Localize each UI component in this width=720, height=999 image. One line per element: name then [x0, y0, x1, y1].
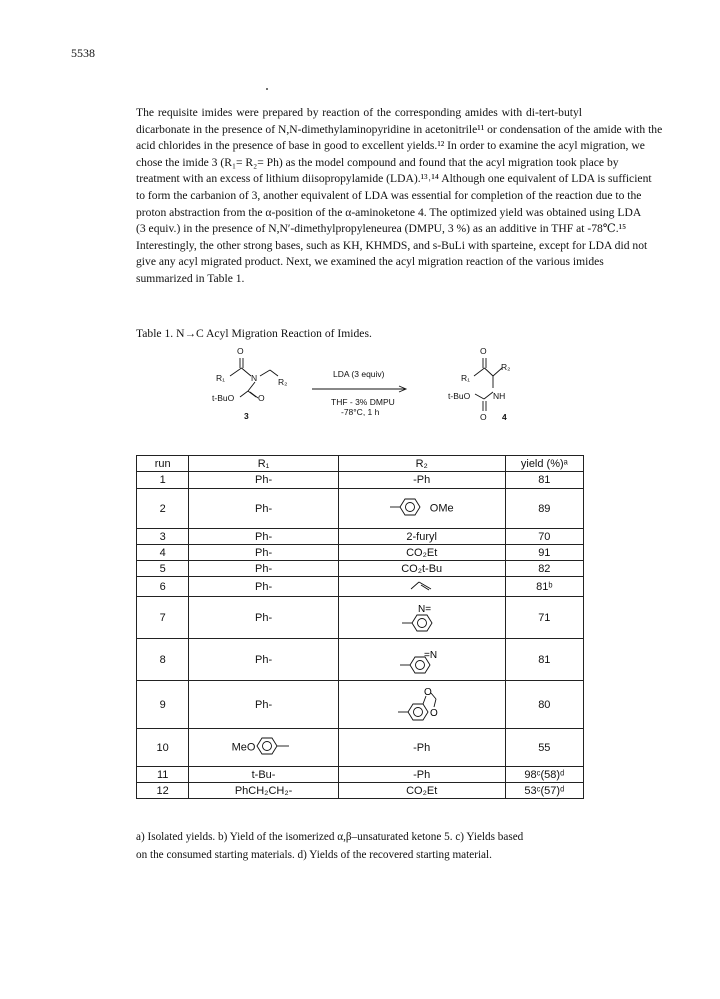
- cell-r2-structure: [338, 577, 505, 597]
- product-o2: O: [480, 412, 487, 422]
- cell-r1: t-Bu-: [189, 767, 338, 783]
- reagent-top: LDA (3 equiv): [333, 369, 385, 379]
- cell-run: 9: [137, 681, 189, 729]
- cell-yield: 91: [505, 545, 583, 561]
- body-paragraph: [136, 105, 663, 288]
- cell-r2-structure: [338, 489, 505, 529]
- table-row: [137, 545, 584, 561]
- cell-yield: 82: [505, 561, 583, 577]
- paragraph-line: give any acyl migrated product. Next, we examined the acyl migration reaction of the various imides: [136, 255, 604, 269]
- cell-r2-structure: [338, 681, 505, 729]
- table-row: [137, 597, 584, 639]
- vinyl-structure-icon: [409, 579, 435, 591]
- table-row: [137, 767, 584, 783]
- table-header-row: [137, 456, 584, 472]
- cell-r1-structure: [189, 729, 338, 767]
- scheme-o2: O: [258, 393, 265, 403]
- cell-r1: Ph-: [189, 561, 338, 577]
- cell-r2-structure: [338, 639, 505, 681]
- cell-yield: 71: [505, 597, 583, 639]
- paragraph-line: acid chlorides in the presence of base in good to excellent yields.¹² In order to examine the acyl migration, we: [136, 139, 645, 153]
- cell-yield: 89: [505, 489, 583, 529]
- paragraph-line: (3 equiv.) in the presence of N,N′-dimethylpropyleneurea (DMPU, 3 %) as an additive in THF at -78℃.¹⁵: [136, 222, 627, 236]
- table-row: [137, 561, 584, 577]
- paragraph-line: summarized in Table 1.: [136, 271, 245, 285]
- pyridine-n-label: N=: [417, 603, 431, 615]
- table-row: [137, 472, 584, 489]
- cell-r2: -Ph: [338, 729, 505, 767]
- cell-yield: 80: [505, 681, 583, 729]
- cell-r2: -Ph: [338, 472, 505, 489]
- substituent-label: OMe: [429, 502, 454, 515]
- cell-r1: Ph-: [189, 529, 338, 545]
- product-o: O: [480, 346, 487, 356]
- reaction-scheme: [180, 344, 610, 454]
- table-row: [137, 529, 584, 545]
- paragraph-line: treatment with an excess of lithium diisopropylamide (LDA).¹³˒¹⁴ Although one equivalent of LDA is sufficient: [136, 172, 652, 186]
- header-r1: R₁: [189, 456, 338, 472]
- footnote-line: on the consumed starting materials. d) Yields of the recovered starting material.: [136, 849, 492, 861]
- cell-r2: CO₂Et: [338, 545, 505, 561]
- cell-r2: CO₂Et: [338, 783, 505, 799]
- table-row: [137, 639, 584, 681]
- cell-yield: 81ᵇ: [505, 577, 583, 597]
- reagent-bottom-2: -78°C, 1 h: [341, 407, 380, 417]
- substituent-label: MeO: [231, 741, 256, 754]
- cell-yield: 55: [505, 729, 583, 767]
- page-number: 5538: [71, 46, 95, 60]
- start-compound-label: 3: [244, 411, 249, 421]
- cell-run: 3: [137, 529, 189, 545]
- dioxole-o-label: O: [429, 707, 438, 719]
- paragraph-line: to form the carbanion of 3, another equivalent of LDA was essential for completion of the reaction due to the: [136, 188, 642, 202]
- header-yield: yield (%)ᵃ: [505, 456, 583, 472]
- table-row: [137, 729, 584, 767]
- paragraph-line: dicarbonate in the presence of N,N-dimethylaminopyridine in acetonitrile¹¹ or condensation of the amide with the: [136, 122, 663, 136]
- reagent-bottom-1: THF - 3% DMPU: [331, 397, 395, 407]
- cell-r1: PhCH₂CH₂-: [189, 783, 338, 799]
- cell-r2-structure: [338, 597, 505, 639]
- results-table: [136, 455, 584, 799]
- paragraph-line: Interestingly, the other strong bases, such as KH, KHMDS, and s-BuLi with sparteine, except for LDA did not: [136, 238, 648, 252]
- benzodioxole-structure-icon: [398, 685, 446, 725]
- cell-r2: CO₂t-Bu: [338, 561, 505, 577]
- scheme-bonds: [180, 344, 610, 454]
- stray-dot: [266, 88, 268, 90]
- dioxole-o-label: O: [423, 686, 432, 698]
- cell-run: 10: [137, 729, 189, 767]
- product-r1: R₁: [461, 373, 471, 383]
- pyridyl-structure-icon: [400, 643, 444, 677]
- cell-run: 4: [137, 545, 189, 561]
- table-row: [137, 489, 584, 529]
- cell-run: 11: [137, 767, 189, 783]
- cell-run: 2: [137, 489, 189, 529]
- cell-r1: Ph-: [189, 597, 338, 639]
- methoxyphenyl-structure: [390, 496, 430, 521]
- benzene-ring-icon: [255, 735, 295, 757]
- cell-run: 1: [137, 472, 189, 489]
- scheme-o: O: [237, 346, 244, 356]
- cell-yield: 98ᶜ(58)ᵈ: [505, 767, 583, 783]
- scheme-tbuo: t-BuO: [212, 393, 235, 403]
- cell-run: 5: [137, 561, 189, 577]
- cell-run: 12: [137, 783, 189, 799]
- paragraph-line: chose the imide 3 (R₁= R₂= Ph) as the model compound and found that the acyl migration took place by: [136, 155, 619, 169]
- cell-r1: Ph-: [189, 681, 338, 729]
- pyridine-n-label: =N: [423, 649, 437, 661]
- cell-run: 6: [137, 577, 189, 597]
- cell-yield: 81: [505, 472, 583, 489]
- cell-run: 8: [137, 639, 189, 681]
- cell-r1: Ph-: [189, 472, 338, 489]
- cell-yield: 53ᶜ(57)ᵈ: [505, 783, 583, 799]
- paragraph-line: proton abstraction from the α-position of the α-aminoketone 4. The optimized yield was obtained using LDA: [136, 205, 642, 219]
- benzene-ring-icon: [390, 496, 430, 518]
- cell-r1: Ph-: [189, 489, 338, 529]
- table-footnotes: [136, 828, 586, 864]
- table-row: [137, 681, 584, 729]
- product-tbuo: t-BuO: [448, 391, 471, 401]
- cell-r1: Ph-: [189, 545, 338, 561]
- scheme-r1: R₁: [216, 373, 226, 383]
- paragraph-line: The requisite imides were prepared by reaction of the corresponding amides with di-tert-butyl: [136, 106, 582, 119]
- cell-run: 7: [137, 597, 189, 639]
- product-compound-label: 4: [502, 412, 507, 422]
- cell-r1: Ph-: [189, 577, 338, 597]
- table-caption: Table 1. N→C Acyl Migration Reaction of Imides.: [136, 327, 372, 340]
- cell-yield: 70: [505, 529, 583, 545]
- cell-r2: 2-furyl: [338, 529, 505, 545]
- table-row: [137, 783, 584, 799]
- footnote-line: a) Isolated yields. b) Yield of the isomerized α,β–unsaturated ketone 5. c) Yields based: [136, 831, 524, 843]
- cell-yield: 81: [505, 639, 583, 681]
- header-r2: R₂: [338, 456, 505, 472]
- product-nh: NH: [493, 391, 506, 401]
- scheme-r2: R₂: [278, 377, 288, 387]
- cell-r1: Ph-: [189, 639, 338, 681]
- methoxyphenyl-structure: [255, 735, 295, 760]
- table-row: [137, 577, 584, 597]
- product-r2: R₂: [501, 362, 511, 372]
- pyridyl-structure-icon: [402, 601, 442, 635]
- header-run: run: [137, 456, 189, 472]
- cell-r2: -Ph: [338, 767, 505, 783]
- scheme-n: N: [251, 373, 258, 383]
